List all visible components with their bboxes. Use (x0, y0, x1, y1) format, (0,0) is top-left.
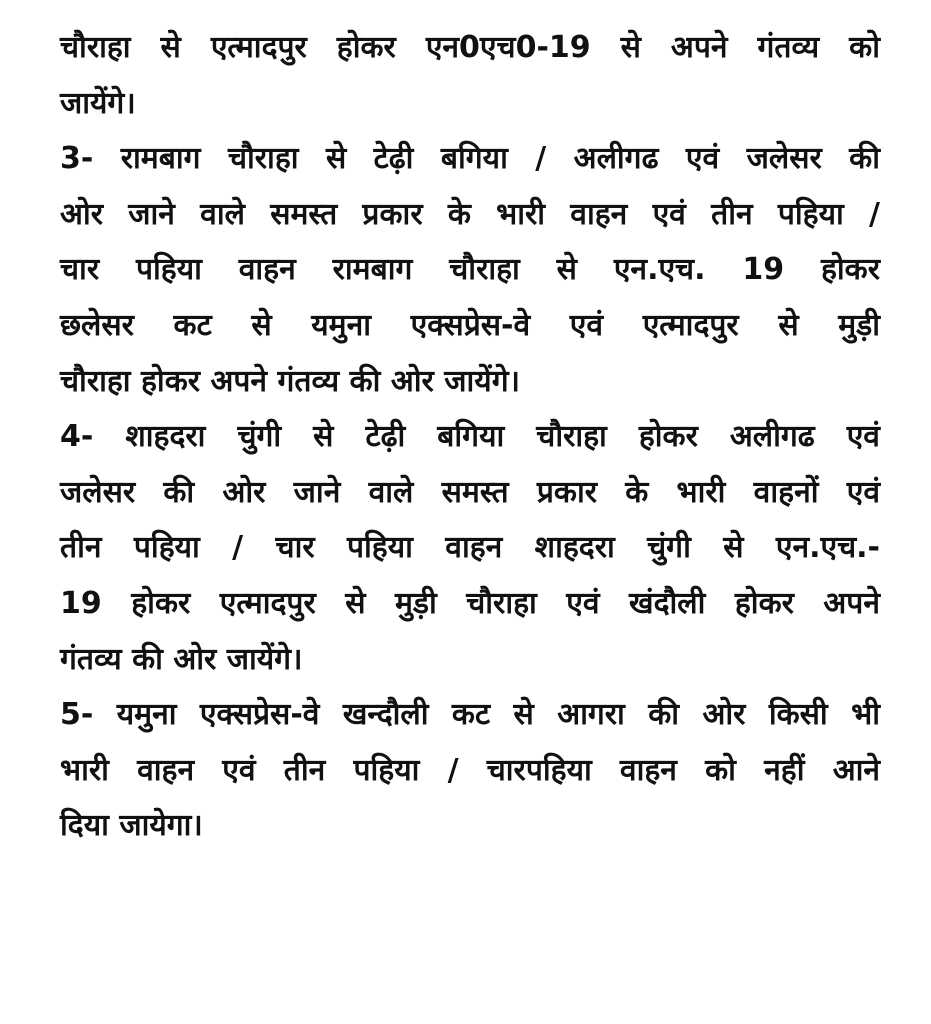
text-line: दिया जायेगा। (60, 808, 203, 844)
text-line: जलेसर की ओर जाने वाले समस्त प्रकार के भारी वाहनों एवं (60, 474, 880, 510)
text-line: जायेंगे। (60, 85, 136, 121)
text-line: तीन पहिया / चार पहिया वाहन शाहदरा चुंगी से एन.एच.- (60, 530, 880, 566)
document-body (60, 20, 880, 854)
text-line: 4- शाहदरा चुंगी से टेढ़ी बगिया चौराहा होकर अलीगढ एवं (60, 419, 880, 455)
text-line: भारी वाहन एवं तीन पहिया / चारपहिया वाहन को नहीं आने (60, 752, 880, 788)
text-line: चार पहिया वाहन रामबाग चौराहा से एन.एच. 19 होकर (60, 252, 880, 288)
text-line: चौराहा से एत्मादपुर होकर एन0एच0-19 से अपने गंतव्य को (60, 30, 880, 65)
text-line: छलेसर कट से यमुना एक्सप्रेस-वे एवं एत्मादपुर से मुड़ी (60, 307, 880, 343)
text-line: ओर जाने वाले समस्त प्रकार के भारी वाहन एवं तीन पहिया / (60, 196, 880, 232)
text-line: गंतव्य की ओर जायेंगे। (60, 641, 303, 677)
text-line: 19 होकर एत्मादपुर से मुड़ी चौराहा एवं खंदौली होकर अपने (60, 585, 880, 621)
text-line: चौराहा होकर अपने गंतव्य की ओर जायेंगे। (60, 363, 520, 399)
text-line: 5- यमुना एक्सप्रेस-वे खन्दौली कट से आगरा की ओर किसी भी (60, 697, 880, 733)
text-line: 3- रामबाग चौराहा से टेढ़ी बगिया / अलीगढ एवं जलेसर की (60, 141, 880, 177)
